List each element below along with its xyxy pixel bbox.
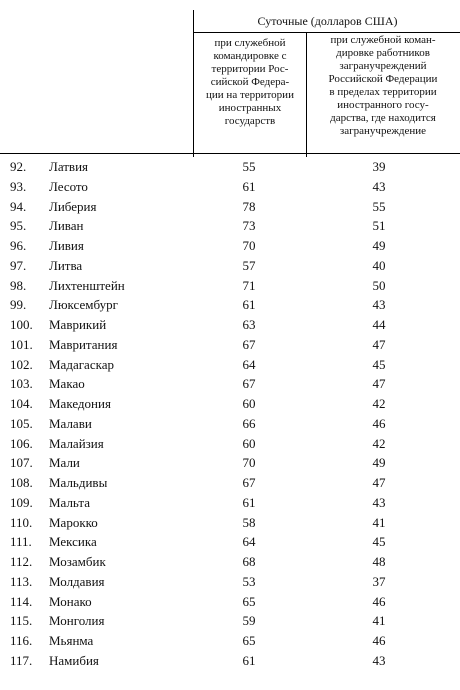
- per-diem-abroad: 60: [242, 435, 256, 451]
- row-number: 108.: [10, 475, 33, 490]
- per-diem-abroad: 68: [242, 554, 256, 569]
- per-diem-abroad: 53: [242, 573, 256, 589]
- per-diem-local: 43: [372, 297, 386, 313]
- per-diem-local: 42: [372, 396, 386, 411]
- country-name: Марокко: [49, 514, 98, 530]
- table-row: [0, 197, 460, 217]
- per-diem-abroad: 67: [242, 336, 256, 352]
- per-diem-local: 40: [372, 257, 386, 273]
- country-name: Либерия: [49, 198, 97, 214]
- table-row: [0, 256, 460, 276]
- per-diem-abroad: 70: [242, 455, 256, 471]
- table-row: [0, 552, 460, 572]
- per-diem-abroad: 61: [242, 297, 256, 313]
- table-row: [0, 532, 460, 552]
- table-row: [0, 157, 460, 177]
- row-number: 115.: [10, 613, 33, 629]
- table-row: [0, 414, 460, 434]
- per-diem-local: 41: [372, 613, 386, 629]
- per-diem-abroad: 65: [242, 633, 256, 648]
- header-column-local: при служебной коман- дировке работников загранучреждений Российской Федерации в пределах территории иностранного госу- дарства, где находится загранучреждение: [328, 34, 438, 137]
- table-body: [0, 157, 460, 671]
- row-number: 101.: [10, 336, 33, 352]
- header-column-abroad: при служебной командировке с территории Рос- сийской Федера- ции на территории иностранных государств: [193, 33, 307, 157]
- table-row: [0, 572, 460, 592]
- row-number: 111.: [10, 534, 32, 550]
- per-diem-local: 39: [372, 159, 386, 174]
- per-diem-local: 41: [372, 514, 386, 530]
- country-name: Макао: [49, 376, 85, 392]
- per-diem-local: 46: [372, 633, 386, 648]
- row-number: 99.: [10, 297, 27, 313]
- country-name: Мозамбик: [49, 554, 106, 569]
- row-number: 106.: [10, 435, 33, 451]
- per-diem-abroad: 67: [242, 475, 256, 490]
- per-diem-abroad: 64: [242, 356, 256, 372]
- per-diem-abroad: 61: [242, 652, 256, 668]
- per-diem-local: 46: [372, 593, 386, 609]
- per-diem-local: 46: [372, 415, 386, 431]
- row-number: 100.: [10, 317, 33, 332]
- per-diem-local: 45: [372, 534, 386, 550]
- country-name: Лихтенштейн: [49, 277, 125, 293]
- per-diem-abroad: 65: [242, 593, 256, 609]
- row-number: 94.: [10, 198, 27, 214]
- per-diem-abroad: 71: [242, 277, 256, 293]
- table-row: [0, 335, 460, 355]
- table-header: [0, 0, 460, 154]
- per-diem-local: 48: [372, 554, 386, 569]
- row-number: 109.: [10, 494, 33, 510]
- country-name: Молдавия: [49, 573, 105, 589]
- table-row: [0, 631, 460, 651]
- per-diem-abroad: 66: [242, 415, 256, 431]
- row-number: 104.: [10, 396, 33, 411]
- row-number: 102.: [10, 356, 33, 372]
- per-diem-abroad: 60: [242, 396, 256, 411]
- per-diem-local: 44: [372, 317, 386, 332]
- table-row: [0, 355, 460, 375]
- per-diem-abroad: 78: [242, 198, 256, 214]
- per-diem-abroad: 64: [242, 534, 256, 550]
- country-name: Монголия: [49, 613, 105, 629]
- per-diem-local: 49: [372, 238, 386, 253]
- country-name: Мадагаскар: [49, 356, 114, 372]
- row-number: 116.: [10, 633, 33, 648]
- table-row: [0, 493, 460, 513]
- per-diem-abroad: 73: [242, 218, 256, 234]
- country-name: Намибия: [49, 652, 99, 668]
- table-row: [0, 315, 460, 335]
- country-name: Мали: [49, 455, 80, 471]
- table-row: [0, 592, 460, 612]
- per-diem-local: 50: [372, 277, 386, 293]
- row-number: 92.: [10, 159, 27, 174]
- table-row: [0, 216, 460, 236]
- per-diem-abroad: 59: [242, 613, 256, 629]
- row-number: 105.: [10, 415, 33, 431]
- table-row: [0, 276, 460, 296]
- per-diem-local: 49: [372, 455, 386, 471]
- row-number: 110.: [10, 514, 33, 530]
- row-number: 96.: [10, 238, 27, 253]
- per-diem-local: 47: [372, 475, 386, 490]
- per-diem-local: 47: [372, 376, 386, 392]
- per-diem-local: 45: [372, 356, 386, 372]
- per-diem-abroad: 61: [242, 494, 256, 510]
- table-row: [0, 611, 460, 631]
- country-name: Мальта: [49, 494, 90, 510]
- country-name: Ливия: [49, 238, 84, 253]
- per-diem-local: 43: [372, 494, 386, 510]
- per-diem-abroad: 55: [242, 159, 256, 174]
- per-diem-abroad: 61: [242, 178, 256, 194]
- country-name: Люксембург: [49, 297, 118, 313]
- per-diem-local: 43: [372, 178, 386, 194]
- country-name: Малави: [49, 415, 92, 431]
- per-diem-local: 51: [372, 218, 386, 234]
- country-name: Мальдивы: [49, 475, 108, 490]
- per-diem-local: 37: [372, 573, 386, 589]
- per-diem-local: 42: [372, 435, 386, 451]
- country-name: Ливан: [49, 218, 84, 234]
- country-name: Лесото: [49, 178, 88, 194]
- table-row: [0, 177, 460, 197]
- country-name: Мексика: [49, 534, 97, 550]
- per-diem-local: 55: [372, 198, 386, 214]
- table-row: [0, 295, 460, 315]
- country-name: Македония: [49, 396, 111, 411]
- table-row: [0, 236, 460, 256]
- per-diem-local: 43: [372, 652, 386, 668]
- row-number: 107.: [10, 455, 33, 471]
- row-number: 98.: [10, 277, 27, 293]
- table-row: [0, 473, 460, 493]
- per-diem-abroad: 70: [242, 238, 256, 253]
- country-name: Малайзия: [49, 435, 104, 451]
- row-number: 103.: [10, 376, 33, 392]
- row-number: 93.: [10, 178, 27, 194]
- per-diem-local: 47: [372, 336, 386, 352]
- table-row: [0, 651, 460, 671]
- country-name: Мьянма: [49, 633, 94, 648]
- country-name: Латвия: [49, 159, 89, 174]
- row-number: 95.: [10, 218, 27, 234]
- table-row: [0, 434, 460, 454]
- header-title: Суточные (долларов США): [193, 10, 460, 33]
- row-number: 117.: [10, 652, 33, 668]
- per-diem-abroad: 58: [242, 514, 256, 530]
- country-name: Литва: [49, 257, 83, 273]
- per-diem-abroad: 57: [242, 257, 256, 273]
- per-diem-abroad: 67: [242, 376, 256, 392]
- row-number: 112.: [10, 554, 33, 569]
- table-row: [0, 513, 460, 533]
- country-name: Монако: [49, 593, 92, 609]
- country-name: Мавритания: [49, 336, 118, 352]
- table-row: [0, 394, 460, 414]
- per-diem-abroad: 63: [242, 317, 256, 332]
- country-name: Маврикий: [49, 317, 107, 332]
- table-row: [0, 374, 460, 394]
- row-number: 97.: [10, 257, 27, 273]
- table-row: [0, 453, 460, 473]
- row-number: 113.: [10, 573, 33, 589]
- row-number: 114.: [10, 593, 33, 609]
- header-divider: [0, 153, 460, 154]
